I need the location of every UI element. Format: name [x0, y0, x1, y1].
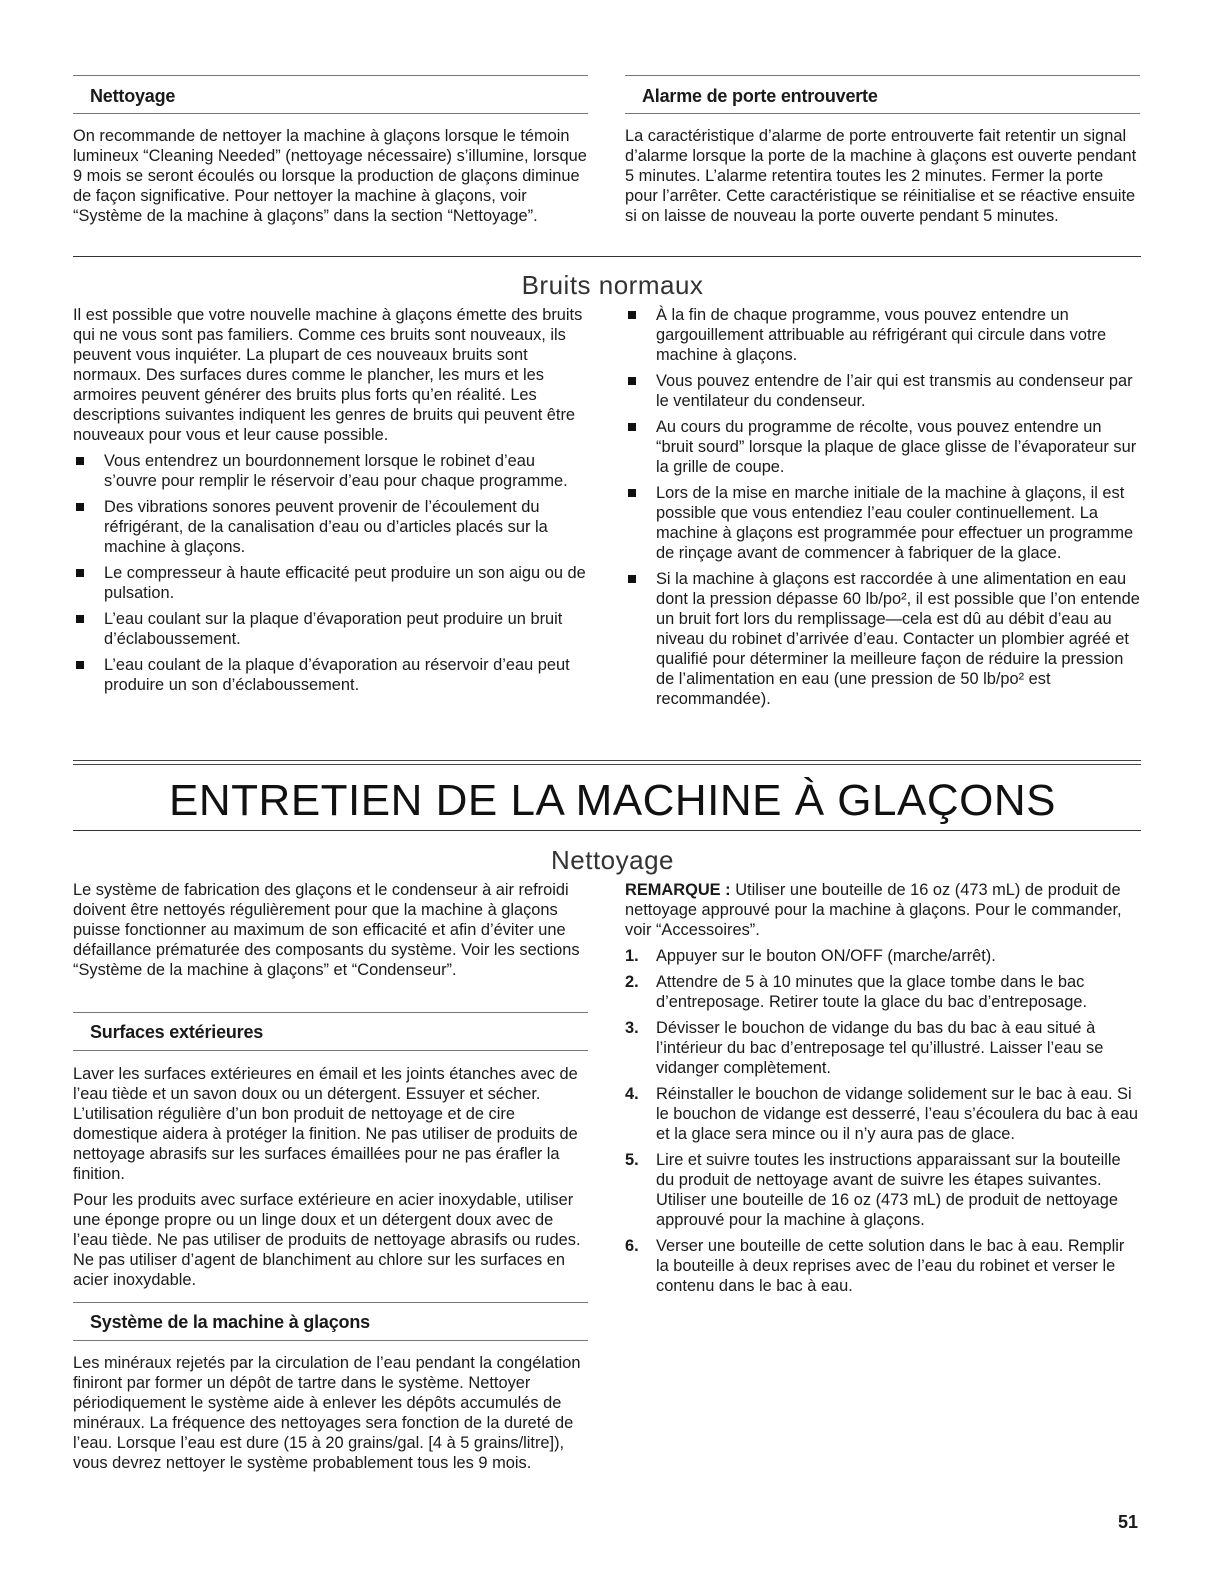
bullet-square-icon: [76, 457, 84, 465]
list-item: L’eau coulant sur la plaque d’évaporation peut produire un bruit d’éclaboussement.: [73, 609, 588, 649]
bruits-left-column: [73, 305, 588, 701]
step-item: 2. Attendre de 5 à 10 minutes que la glace tombe dans le bac d’entreposage. Retirer toute la glace du bac d’entreposage.: [625, 973, 1087, 1011]
remarque-text: Utiliser une bouteille de 16 oz (473 mL) de produit de nettoyage approuvé pour la machine à glaçons. Pour le commander, voir “Accessoires”.: [625, 881, 1122, 939]
bruits-intro: Il est possible que votre nouvelle machine à glaçons émette des bruits qui ne vous sont pas familiers. Comme ces bruits sont nouveaux, ils peuvent vous inquiéter. La plupart de ces nouveaux bruits sont normaux. Des surfaces dures comme le plancher, les murs et les armoires peuvent générer des bruits plus forts qu’en réalité. Les descriptions suivantes indiquent les genres de bruits qui peuvent être nouveaux pour vous et leur cause possible.: [73, 306, 583, 444]
bruits-left-list: [73, 451, 588, 695]
bullet-square-icon: [76, 615, 84, 623]
step-item: 3. Dévisser le bouchon de vidange du bas du bac à eau situé à l’intérieur du bac d’entreposage tel qu’illustré. Laisser l’eau se vidanger complètement.: [625, 1019, 1104, 1077]
list-item: Vous pouvez entendre de l’air qui est transmis au condenseur par le ventilateur du condenseur.: [625, 371, 1140, 411]
rule-top-right: [625, 75, 1140, 76]
alarme-porte-text: La caractéristique d’alarme de porte entrouverte fait retentir un signal d’alarme lorsque la porte de la machine à glaçons est ouverte pendant 5 minutes. L’alarme retentira toutes les 2 minutes. Fermer la porte pour l’arrêter. Cette caractéristique se réinitialise et se réactive ensuite si on laisse de nouveau la porte ouverte pendant 5 minutes.: [625, 127, 1137, 225]
rule-systeme: [73, 1302, 588, 1303]
list-item: Des vibrations sonores peuvent provenir de l’écoulement du réfrigérant, de la canalisation d’eau ou d’articles placés sur la machine à glaçons.: [73, 497, 588, 557]
list-item: Au cours du programme de récolte, vous pouvez entendre un “bruit sourd” lorsque la plaque de glace glisse de l’évaporateur sur la grille de coupe.: [625, 417, 1140, 477]
entretien-right-column: [625, 880, 1140, 1302]
nettoyage-top-text: On recommande de nettoyer la machine à glaçons lorsque le témoin lumineux “Cleaning Needed” (nettoyage nécessaire) s’illumine, lorsque 9 mois se seront écoulés ou lorsque la production de glaçons diminue de façon significative. Pour nettoyer la machine à glaçons, voir “Système de la machine à glaçons” dans la section “Nettoyage”.: [73, 127, 587, 225]
list-item: Le compresseur à haute efficacité peut produire un son aigu ou de pulsation.: [73, 563, 588, 603]
list-item: L’eau coulant de la plaque d’évaporation au réservoir d’eau peut produire un son d’éclaboussement.: [73, 655, 588, 695]
bullet-square-icon: [628, 489, 636, 497]
bruits-right-list: [625, 305, 1140, 709]
systeme-text: Les minéraux rejetés par la circulation de l’eau pendant la congélation finiront par former un dépôt de tartre dans le système. Nettoyer périodiquement le système aide à enlever les dépôts accumulés de minéraux. La fréquence des nettoyages sera fonction de la dureté de l’eau. Lorsque l’eau est dure (15 à 20 grains/gal. [4 à 5 grains/litre]), vous devrez nettoyer le système probablement tous les 9 mois.: [73, 1354, 581, 1472]
bullet-square-icon: [628, 575, 636, 583]
rule-bruits: [73, 256, 1141, 257]
step-item: 6. Verser une bouteille de cette solution dans le bac à eau. Remplir la bouteille à deux reprises avec de l’eau du robinet et verser le contenu dans le bac à eau.: [625, 1237, 1125, 1295]
surfaces-paragraph-2: Pour les produits avec surface extérieure en acier inoxydable, utiliser une éponge propre ou un linge doux et un détergent doux avec de l’eau tiède. Ne pas utiliser de produits de nettoyage abrasifs ou rudes. Ne pas utiliser d’agent de blanchiment au chlore sur les surfaces en acier inoxydable.: [73, 1191, 581, 1289]
surfaces-paragraph-1: Laver les surfaces extérieures en émail et les joints étanches avec de l’eau tiède et un savon doux ou un détergent. Essuyer et sécher. L’utilisation régulière d’un bon produit de nettoyage et de cire domestique aidera à protéger la finition. Ne pas utiliser de produits de nettoyage abrasifs sur les surfaces émaillées pour ne pas érafler la finition.: [73, 1065, 578, 1183]
heading-systeme-machine: Système de la machine à glaçons: [90, 1312, 370, 1332]
bullet-square-icon: [76, 661, 84, 669]
remarque-label: REMARQUE :: [625, 881, 731, 899]
rule-systeme-under: [73, 1340, 588, 1341]
section-title-nettoyage: Nettoyage: [550, 845, 675, 875]
rule-surfaces: [73, 1012, 588, 1013]
heading-surfaces-exterieures: Surfaces extérieures: [90, 1022, 264, 1042]
rule-main-title-top: [73, 760, 1141, 765]
rule-top-left: [73, 75, 588, 76]
heading-nettoyage-top: Nettoyage: [90, 86, 176, 106]
list-item: Si la machine à glaçons est raccordée à une alimentation en eau dont la pression dépasse 60 lb/po², il est possible que l’on entende un bruit fort lors du remplissage—cela est dû au débit d’eau au niveau du robinet d’arrivée d’eau. Contacter un plombier agréé et qualifié pour déterminer la meilleure façon de réduire la pression de l’alimentation en eau (une pression de 50 lb/po² est recommandée).: [625, 569, 1140, 709]
rule-surfaces-under: [73, 1050, 588, 1051]
surfaces-text: [73, 1064, 588, 1296]
bullet-square-icon: [628, 423, 636, 431]
list-item: Lors de la mise en marche initiale de la machine à glaçons, il est possible que vous entendiez l’eau couler continuellement. La machine à glaçons est programmée pour effectuer un programme de rinçage avant de commencer à fabriquer de la glace.: [625, 483, 1140, 563]
heading-alarme-porte: Alarme de porte entrouverte: [642, 86, 878, 106]
list-item: Vous entendrez un bourdonnement lorsque le robinet d’eau s’ouvre pour remplir le réservoir d’eau pour chaque programme.: [73, 451, 588, 491]
bruits-right-column: [625, 305, 1140, 715]
page-number: 51: [1118, 1512, 1139, 1532]
rule-top-right-under: [625, 113, 1140, 114]
bullet-square-icon: [76, 569, 84, 577]
rule-top-left-under: [73, 113, 588, 114]
step-item: 5. Lire et suivre toutes les instructions apparaissant sur la bouteille du produit de nettoyage avant de suivre les étapes suivantes. Utiliser une bouteille de 16 oz (473 mL) de produit de nettoyage approuvé pour la machine à glaçons.: [625, 1151, 1121, 1229]
step-item: 1. Appuyer sur le bouton ON/OFF (marche/arrêt).: [625, 947, 996, 965]
main-title: ENTRETIEN DE LA MACHINE À GLAÇONS: [169, 776, 1056, 825]
cleaning-steps-list: [625, 946, 1140, 1296]
section-title-bruits: Bruits normaux: [521, 270, 704, 300]
bullet-square-icon: [628, 377, 636, 385]
remarque-note: [625, 880, 1140, 940]
rule-main-title-bottom: [73, 830, 1141, 831]
entretien-intro: Le système de fabrication des glaçons et le condenseur à air refroidi doivent être nettoyés régulièrement pour que la machine à glaçons puisse fonctionner au maximum de son efficacité et afin d’éviter une défaillance prématurée des composants du système. Voir les sections “Système de la machine à glaçons” et “Condenseur”.: [73, 881, 580, 979]
step-item: 4. Réinstaller le bouchon de vidange solidement sur le bac à eau. Si le bouchon de vidange est desserré, l’eau s’écoulera du bac à eau et la glace sera mince ou il n’y aura pas de glace.: [625, 1085, 1139, 1143]
bullet-square-icon: [76, 503, 84, 511]
bullet-square-icon: [628, 311, 636, 319]
list-item: À la fin de chaque programme, vous pouvez entendre un gargouillement attribuable au réfrigérant qui circule dans votre machine à glaçons.: [625, 305, 1140, 365]
